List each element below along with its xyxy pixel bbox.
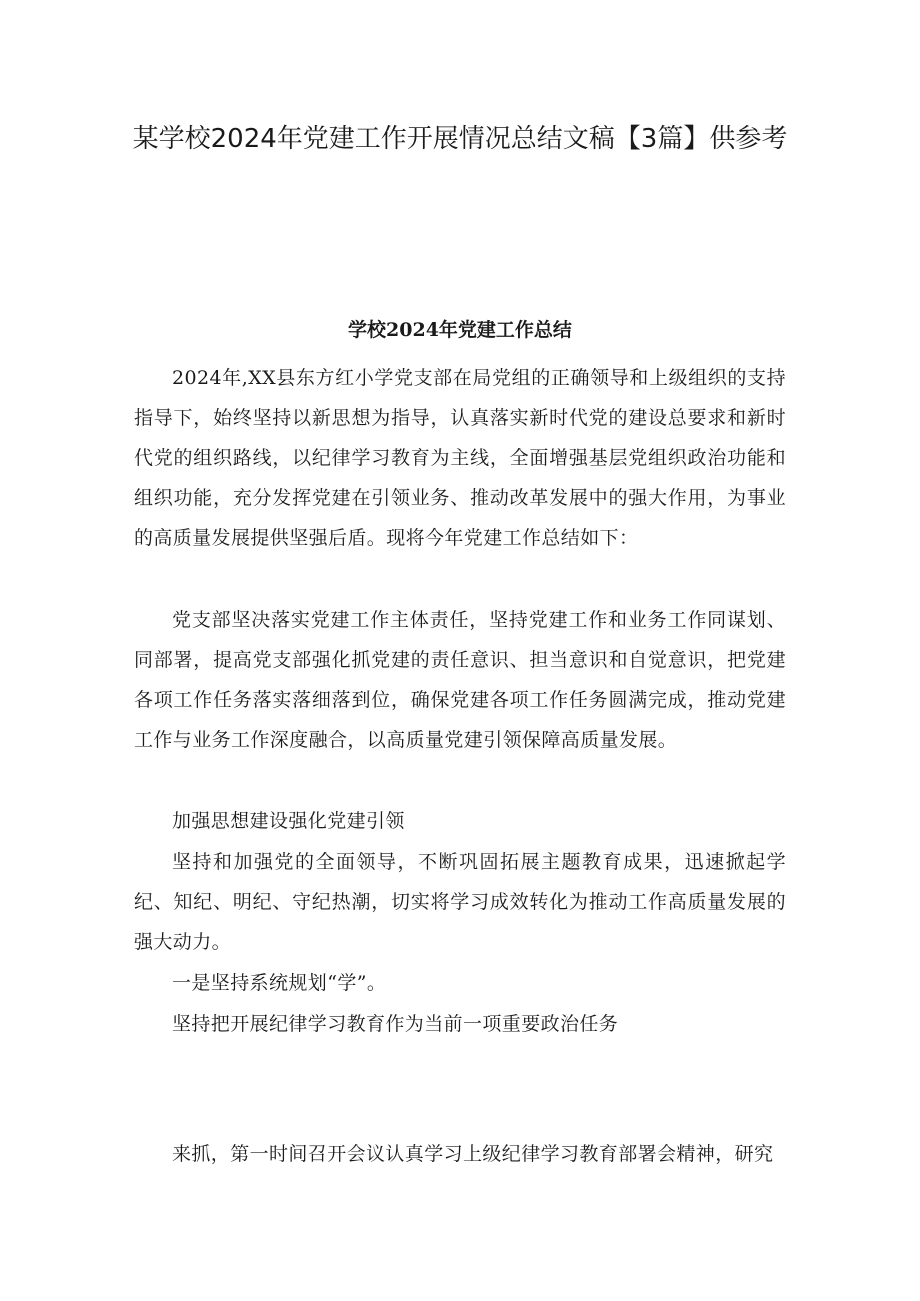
paragraph-political-task: 坚持把开展纪律学习教育作为当前一项重要政治任务 bbox=[172, 1013, 619, 1035]
paragraph-point-one: 一是坚持系统规划“学”。 bbox=[172, 972, 387, 994]
paragraph-intro: 2024年,XX县东方红小学党支部在局党组的正确领导和上级组织的支持指导下，始终坚持以新思想为指导，认真落实新时代党的建设总要求和新时代党的组织路线，以纪律学习教育为主线，全面增强基层党组织政治功能和组织功能，充分发挥党建在引领业务、推动改革发展中的强大作用，为事业的高质量发展提供坚强后盾。现将今年党建工作总结如下： bbox=[134, 367, 786, 549]
paragraph-heading-ideology: 加强思想建设强化党建引领 bbox=[172, 810, 405, 832]
paragraph-continuation: 来抓，第一时间召开会议认真学习上级纪律学习教育部署会精神，研究 bbox=[172, 1143, 774, 1165]
paragraph-responsibility: 党支部坚决落实党建工作主体责任，坚持党建工作和业务工作同谋划、同部署，提高党支部强化抓党建的责任意识、担当意识和自觉意识，把党建各项工作任务落实落细落到位，确保党建各项工作任务圆满完成，推动党建工作与业务工作深度融合，以高质量党建引领保障高质量发展。 bbox=[134, 609, 786, 751]
document-title: 某学校2024年党建工作开展情况总结文稿【3篇】供参考 bbox=[132, 124, 788, 154]
paragraph-leadership: 坚持和加强党的全面领导，不断巩固拓展主题教育成果，迅速掀起学纪、知纪、明纪、守纪热潮，切实将学习成效转化为推动工作高质量发展的强大动力。 bbox=[134, 851, 786, 953]
section-title: 学校2024年党建工作总结 bbox=[348, 319, 572, 341]
